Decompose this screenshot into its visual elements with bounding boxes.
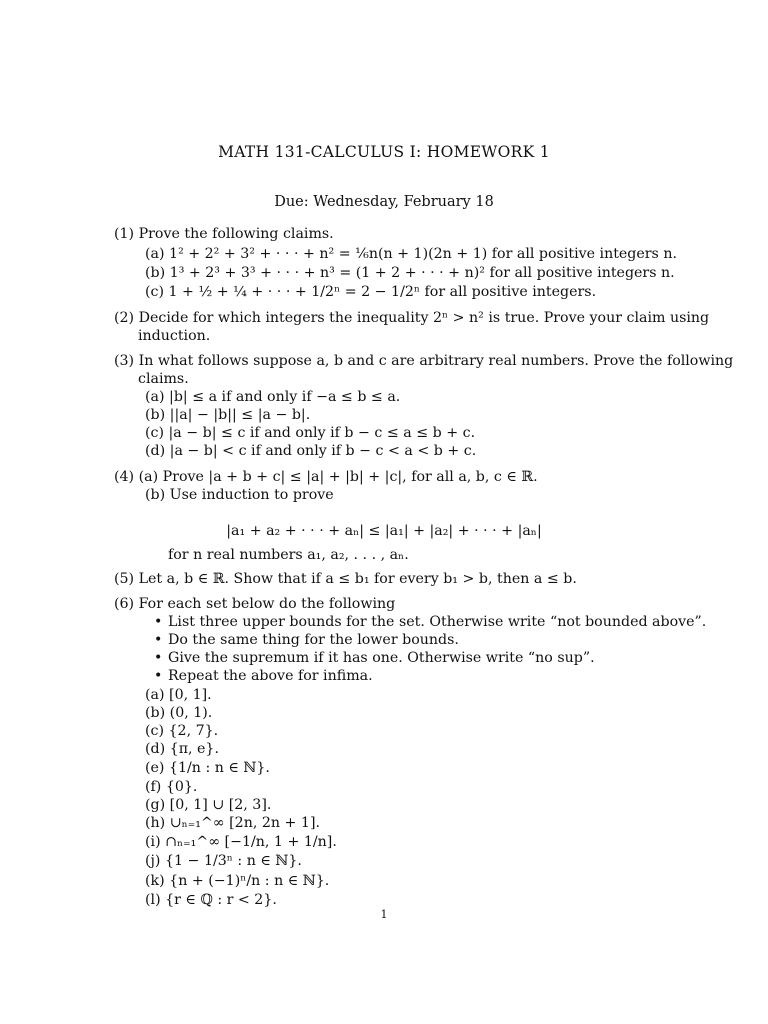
problem-6-item: (a) [0, 1]. — [145, 687, 212, 703]
problem-6-bullet: • List three upper bounds for the set. Otherwise write “not bounded above”. — [154, 614, 707, 630]
problem-6-item: (b) (0, 1). — [145, 705, 213, 721]
bullet-icon: • — [154, 632, 163, 648]
problem-5: (5) Let a, b ∈ ℝ. Show that if a ≤ b₁ for every b₁ > b, then a ≤ b. — [114, 571, 577, 587]
problem-3-line1: (3) In what follows suppose a, b and c are arbitrary real numbers. Prove the following — [114, 353, 734, 369]
problem-2-line1: (2) Decide for which integers the inequality 2ⁿ > n² is true. Prove your claim using — [114, 310, 710, 326]
problem-3c: (c) |a − b| ≤ c if and only if b − c ≤ a ≤ b + c. — [145, 425, 476, 441]
problem-6-bullet: • Give the supremum if it has one. Otherwise write “no sup”. — [154, 650, 595, 666]
problem-6-bullet: • Do the same thing for the lower bounds. — [154, 632, 459, 648]
problem-1a: (a) 1² + 2² + 3² + · · · + n² = ⅙n(n + 1)(2n + 1) for all positive integers n. — [145, 246, 677, 262]
page-number: 1 — [380, 908, 388, 921]
problem-6-bullet: • Repeat the above for infima. — [154, 668, 373, 684]
bullet-icon: • — [154, 614, 163, 630]
problem-2-line2: induction. — [138, 328, 211, 344]
problem-6-item: (f) {0}. — [145, 779, 198, 795]
problem-4a: (4) (a) Prove |a + b + c| ≤ |a| + |b| + |c|, for all a, b, c ∈ ℝ. — [114, 469, 538, 485]
problem-3-line2: claims. — [138, 371, 189, 387]
problem-4-display-equation: |a₁ + a₂ + · · · + aₙ| ≤ |a₁| + |a₂| + · · · + |aₙ| — [226, 523, 542, 539]
problem-6-label: (6) For each set below do the following — [114, 596, 396, 612]
problem-3a: (a) |b| ≤ a if and only if −a ≤ b ≤ a. — [145, 389, 401, 405]
problem-3d: (d) |a − b| < c if and only if b − c < a < b + c. — [145, 443, 477, 459]
problem-6-item: (j) {1 − 1/3ⁿ : n ∈ ℕ}. — [145, 853, 302, 869]
problem-6-item: (c) {2, 7}. — [145, 723, 219, 739]
problem-4-after: for n real numbers a₁, a₂, . . . , aₙ. — [168, 547, 409, 563]
problem-6-item: (h) ∪ₙ₌₁^∞ [2n, 2n + 1]. — [145, 815, 320, 831]
problem-6-item: (g) [0, 1] ∪ [2, 3]. — [145, 797, 272, 813]
problem-3b: (b) ||a| − |b|| ≤ |a − b|. — [145, 407, 311, 423]
problem-6-item: (d) {π, e}. — [145, 741, 219, 757]
bullet-icon: • — [154, 668, 163, 684]
problem-6-item: (l) {r ∈ ℚ : r < 2}. — [145, 892, 277, 908]
problem-1-label: (1) Prove the following claims. — [114, 226, 334, 242]
due-date: Due: Wednesday, February 18 — [274, 194, 494, 210]
bullet-icon: • — [154, 650, 163, 666]
problem-1b: (b) 1³ + 2³ + 3³ + · · · + n³ = (1 + 2 + · · · + n)² for all positive integers n. — [145, 265, 675, 281]
problem-6-item: (k) {n + (−1)ⁿ/n : n ∈ ℕ}. — [145, 873, 330, 889]
problem-1c: (c) 1 + ½ + ¼ + · · · + 1/2ⁿ = 2 − 1/2ⁿ for all positive integers. — [145, 284, 597, 300]
problem-4b: (b) Use induction to prove — [145, 487, 334, 503]
problem-6-item: (i) ∩ₙ₌₁^∞ [−1/n, 1 + 1/n]. — [145, 834, 337, 850]
problem-6-item: (e) {1/n : n ∈ ℕ}. — [145, 760, 270, 776]
page-title: MATH 131-CALCULUS I: HOMEWORK 1 — [218, 143, 550, 161]
